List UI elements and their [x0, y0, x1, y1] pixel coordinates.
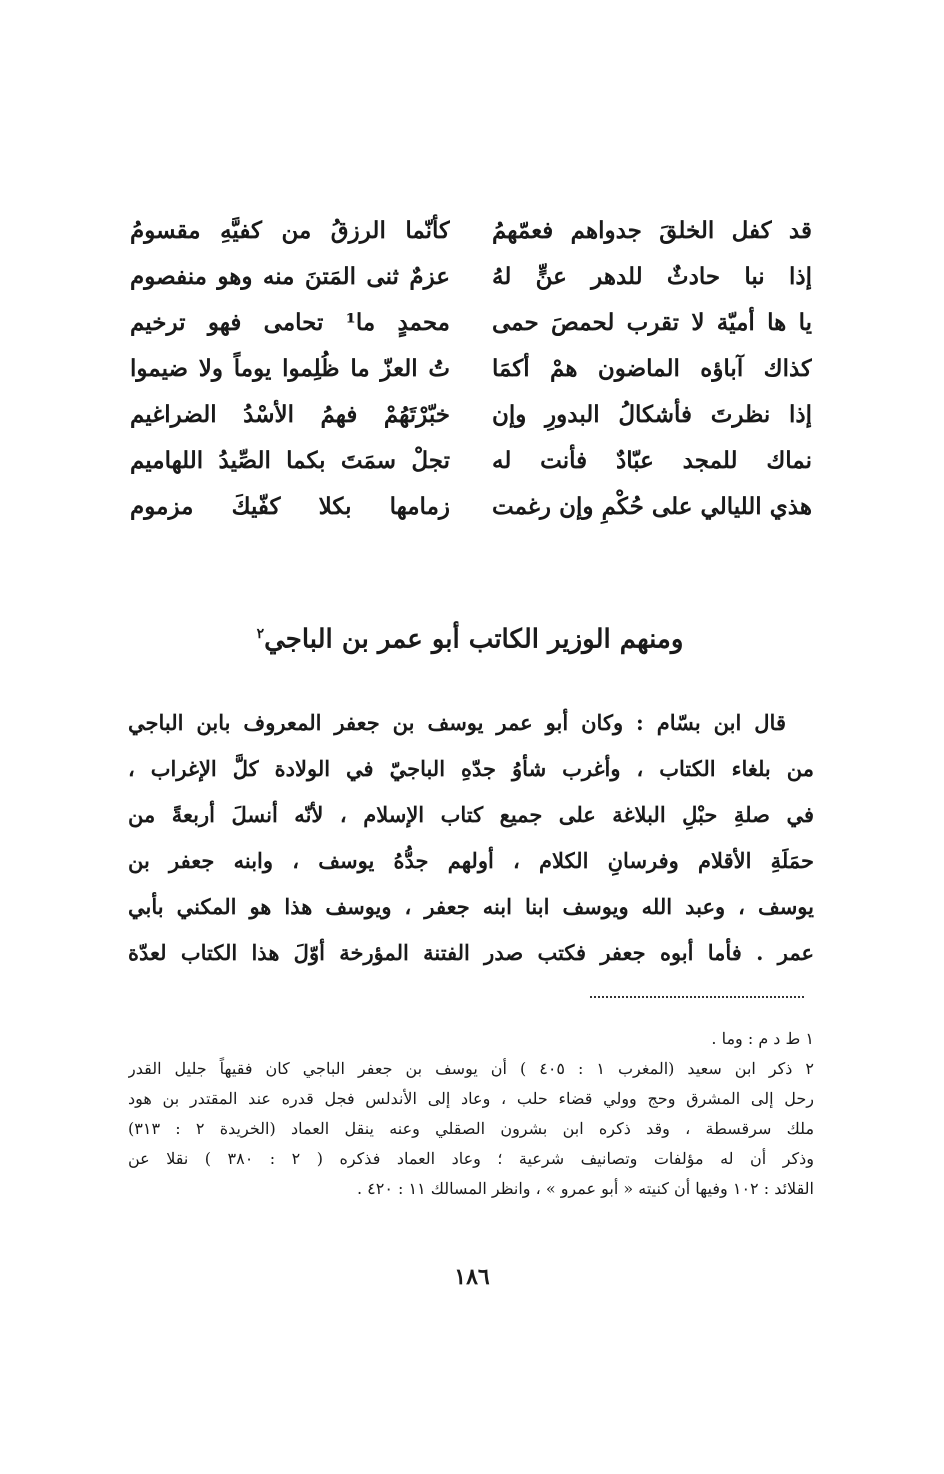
- footnote-line: وذكر أن له مؤلفات وتصانيف شرعية ؛ وعاد العماد فذكره ( ٢ : ٣٨٠ ) نقلا عن: [128, 1149, 814, 1168]
- footnote-line: ٢ ذكر ابن سعيد (المغرب ١ : ٤٠٥ ) أن يوسف بن جعفر الباجي كان فقيهاً جليل القدر: [128, 1059, 814, 1078]
- footnotes: [128, 1024, 814, 1204]
- section-heading-text: ومنهم الوزير الكاتب أبو عمر بن الباجي: [264, 624, 684, 655]
- poem-left-column: [130, 208, 450, 530]
- footnote-marker: ٢: [256, 626, 265, 642]
- body-line: عمر . فأما أبوه جعفر فكتب صدر الفتنة المؤرخة أوّلَ هذا الكتاب لعدّة: [128, 940, 814, 965]
- poem-hemistich: كأنّما الرزقُ من كفيَّهِ مقسومُ: [130, 217, 450, 244]
- poem-block: [120, 208, 820, 538]
- body-line: قال ابن بسّام : وكان أبو عمر يوسف بن جعفر المعروف بابن الباجي: [128, 710, 786, 735]
- footnote-line: رحل إلى المشرق وحج وولي قضاء حلب ، وعاد إلى الأندلس فجل قدره عند المقتدر بن هود: [128, 1089, 814, 1108]
- footnote-line: ١ ط د م : وما .: [711, 1029, 814, 1048]
- footnote-separator: [590, 996, 804, 998]
- poem-hemistich: كذاك آباؤه الماضون همْ أكمَا: [492, 355, 812, 382]
- poem-hemistich: عزمٌ ثنى المَتنَ منه وهو منفصوم: [130, 263, 450, 290]
- footnote-line: ملك سرقسطة ، وقد ذكره ابن بشرون الصقلي وعنه ينقل العماد (الخريدة ٢ : ٣١٣): [128, 1119, 814, 1138]
- body-line: في صلةِ حبْلِ البلاغة على جميع كتاب الإسلام ، لأنّه أنسلَ أربعةً من: [128, 802, 814, 827]
- poem-hemistich: إذا نبا حادثٌ للدهر عنٍّ لهُ: [492, 263, 812, 290]
- section-heading: [120, 612, 820, 662]
- page-number: ١٨٦: [454, 1264, 490, 1290]
- body-line: يوسف ، وعبد الله ويوسف ابنا ابنه جعفر ، ويوسف هذا هو المكني بأبي: [128, 894, 814, 919]
- poem-hemistich: هذي الليالي على حُكْمِ وإن رغمت: [492, 493, 812, 520]
- body-line: حمَلَةِ الأقلام وفرسانِ الكلام ، أولهم جدُّهُ يوسف ، وابنه جعفر بن: [128, 848, 814, 873]
- body-line: من بلغاء الكتاب ، وأغرب شأوُ جدّهِ الباجيّ في الولادة كلَّ الإغراب ،: [128, 756, 814, 781]
- poem-hemistich: تجلْ سمَتَ بكما الصِّيدُ اللهاميم: [130, 447, 450, 474]
- footnote-line: القلائد : ١٠٢ وفيها أن كنيته « أبو عمرو » ، وانظر المسالك ١١ : ٤٢٠ .: [356, 1179, 814, 1198]
- body-paragraph: [128, 700, 814, 976]
- poem-hemistich: نماك للمجد عبّادٌ فأنت له: [492, 447, 812, 474]
- poem-hemistich: تُ العزّ ما ظُلِموا يوماً ولا ضيموا: [130, 355, 450, 382]
- poem-right-column: [492, 208, 812, 530]
- poem-hemistich: محمدٍ ما¹ تحامى فهو ترخيم: [130, 309, 450, 336]
- poem-hemistich: خبّرْتَهُمْ فهمُ الأسْدُ الضراغيم: [130, 401, 450, 428]
- poem-hemistich: قد كفل الخلقَ جدواهم فعمّهمُ: [492, 217, 812, 244]
- poem-hemistich: يا ها أميّة لا تقرب لحمصَ حمى: [492, 309, 812, 336]
- poem-hemistich: إذا نظرتَ فأشكالُ البدورِ وإن: [492, 401, 812, 428]
- poem-hemistich: زمامها بكلا كفّيكَ مزموم: [130, 493, 450, 520]
